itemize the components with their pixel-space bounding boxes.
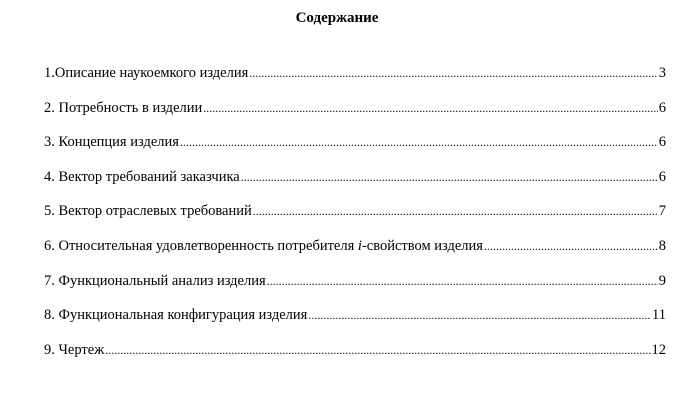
dot-leader	[105, 341, 650, 359]
table-of-contents	[44, 64, 666, 375]
dot-leader	[267, 272, 658, 290]
toc-page-number: 3	[658, 65, 666, 81]
toc-entry-text: 4. Вектор требований заказчика	[44, 168, 240, 185]
toc-entry-text	[44, 237, 483, 255]
toc-page-number: 11	[652, 307, 666, 324]
toc-entry-text: 3. Концепция изделия	[44, 134, 179, 151]
toc-entry-text: 5. Вектор отраслевых требований	[44, 203, 252, 220]
dot-leader	[308, 306, 651, 324]
dot-leader	[180, 133, 658, 151]
toc-entry-text: 7. Функциональный анализ изделия	[44, 272, 266, 289]
toc-page-number: 8	[658, 237, 666, 254]
toc-entry-text-part: -свойством изделия	[361, 237, 483, 254]
toc-entry-3	[44, 133, 666, 168]
toc-entry-6	[44, 237, 666, 272]
toc-entry-2	[44, 99, 666, 134]
dot-leader	[484, 237, 658, 255]
dot-leader	[253, 202, 658, 220]
toc-entry-text: 8. Функциональная конфигурация изделия	[44, 307, 308, 324]
dot-leader	[241, 168, 658, 186]
dot-leader	[203, 99, 657, 117]
dot-leader	[249, 64, 657, 82]
toc-entry-text: 2. Потребность в изделии	[44, 99, 203, 116]
toc-entry-text: 9. Чертеж	[44, 341, 105, 358]
toc-page-number: 12	[651, 341, 666, 358]
toc-page-number: 6	[658, 168, 666, 185]
toc-entry-9	[44, 341, 666, 376]
toc-page-number: 6	[658, 134, 666, 151]
toc-title: Содержание	[295, 10, 379, 26]
toc-entry-7	[44, 272, 666, 307]
toc-entry-text-part: 6. Относительная удовлетворенность потребителя	[44, 237, 358, 254]
toc-entry-italic-symbol: i	[357, 237, 362, 254]
toc-entry-1	[44, 64, 666, 99]
toc-entry-4	[44, 168, 666, 203]
toc-page-number: 6	[658, 99, 666, 116]
toc-page-number: 7	[658, 203, 666, 220]
toc-entry-8	[44, 306, 666, 341]
toc-entry-text: 1.Описание наукоемкого изделия	[44, 65, 249, 81]
toc-page-number: 9	[658, 272, 666, 289]
toc-entry-5	[44, 202, 666, 237]
